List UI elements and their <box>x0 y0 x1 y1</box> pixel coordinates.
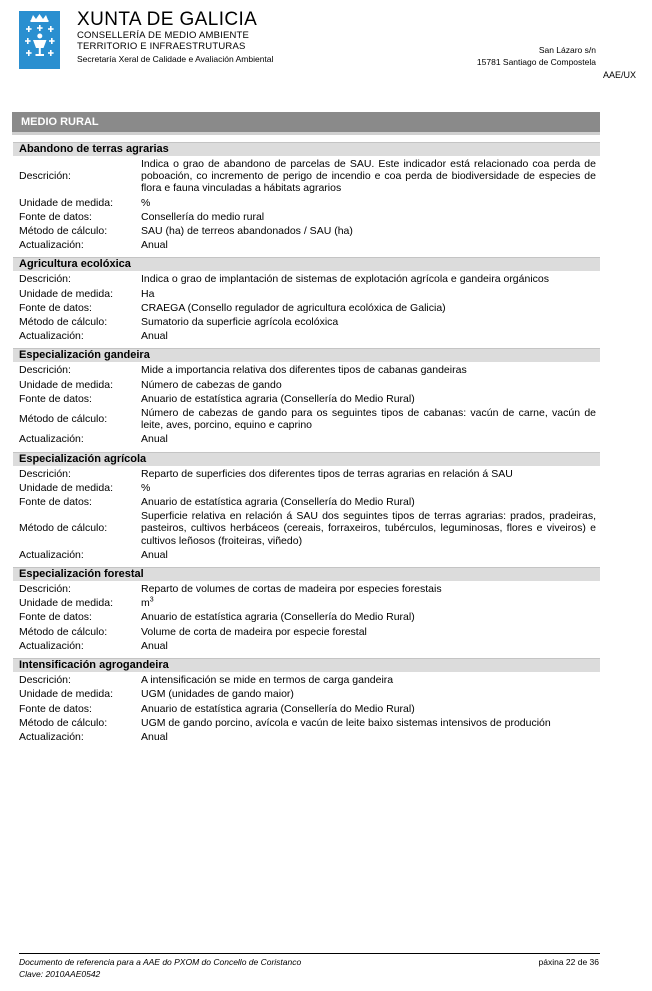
label-unidade: Unidade de medida: <box>19 378 113 391</box>
label-descricion: Descrición: <box>19 467 71 480</box>
xunta-shield-logo <box>19 11 60 69</box>
row-fonte <box>13 494 600 508</box>
label-unidade: Unidade de medida: <box>19 688 113 701</box>
page-number: páxina 22 de 36 <box>538 957 599 967</box>
row-metodo <box>13 223 600 237</box>
row-fonte <box>13 391 600 405</box>
org-title: XUNTA DE GALICIA <box>77 9 258 30</box>
row-unidade <box>13 480 600 494</box>
label-actualizacion: Actualización: <box>19 433 84 446</box>
value-unidade: Ha <box>141 287 155 300</box>
row-unidade <box>13 595 600 609</box>
row-unidade <box>13 195 600 209</box>
value-actualizacion: Anual <box>141 330 168 343</box>
row-unidade <box>13 286 600 300</box>
address-block <box>477 44 596 68</box>
value-actualizacion: Anual <box>141 548 168 561</box>
value-fonte: Anuario de estatística agraria (Consellería do Medio Rural) <box>141 496 415 509</box>
row-actualizacion <box>13 237 600 251</box>
value-descricion: A intensificación se mide en termos de carga gandeira <box>141 674 394 687</box>
row-metodo <box>13 314 600 328</box>
label-fonte: Fonte de datos: <box>19 611 92 624</box>
label-fonte: Fonte de datos: <box>19 702 92 715</box>
footer-clave: Clave: 2010AAE0542 <box>19 969 101 979</box>
unit-exponent: 3 <box>149 596 154 604</box>
value-actualizacion: Anual <box>141 239 168 252</box>
row-metodo <box>13 508 600 547</box>
value-actualizacion: Anual <box>141 730 168 743</box>
value-metodo: Volume de corta de madeira por especie forestal <box>141 625 367 638</box>
label-unidade: Unidade de medida: <box>19 196 113 209</box>
value-descricion: Reparto de volumes de cortas de madeira por especies forestais <box>141 583 442 596</box>
value-fonte: Anuario de estatística agraria (Consellería do Medio Rural) <box>141 611 415 624</box>
value-descricion: Indica o grao de abandono de parcelas de SAU. Este indicador está relacionado coa perda de poboación, co incremento de perigo de incendio e coa perda de biodiversidade de especies de flora e fauna vinculadas a hábitats agrarios <box>141 158 596 195</box>
value-metodo: SAU (ha) de terreos abandonados / SAU (ha) <box>141 225 353 238</box>
indicator-title: Agricultura ecolóxica <box>13 257 600 271</box>
label-fonte: Fonte de datos: <box>19 210 92 223</box>
row-metodo <box>13 715 600 729</box>
value-metodo: Superficie relativa en relación á SAU dos seguintes tipos de terras agrarias: prados, pradeiras, pasteiros, cultivos herbáceos (cereais, forraxeiros, tubérculos, leguminosas, flores e viveiros) e cultivos leñosos (froiteiras, viñedo) <box>141 510 596 547</box>
value-fonte: CRAEGA (Consello regulador de agricultura ecolóxica de Galicia) <box>141 301 446 314</box>
value-descricion: Indica o grao de implantación de sistemas de explotación agrícola e gandeira orgánicos <box>141 273 550 286</box>
label-descricion: Descrición: <box>19 583 71 596</box>
org-header <box>77 10 273 65</box>
row-unidade <box>13 686 600 700</box>
label-fonte: Fonte de datos: <box>19 392 92 405</box>
value-unidade: % <box>141 481 151 494</box>
value-metodo: Sumatorio da superficie agrícola ecolóxica <box>141 316 339 329</box>
indicator-title: Especialización gandeira <box>13 348 600 362</box>
indicator-title: Especialización agrícola <box>13 452 600 466</box>
value-unidade <box>141 597 600 609</box>
value-descricion: Mide a importancia relativa dos diferentes tipos de cabanas gandeiras <box>141 364 467 377</box>
label-actualizacion: Actualización: <box>19 548 84 561</box>
row-actualizacion <box>13 638 600 652</box>
indicator-section <box>13 257 600 342</box>
label-unidade: Unidade de medida: <box>19 597 113 610</box>
row-metodo <box>13 405 600 431</box>
value-metodo: Número de cabezas de gando para os seguintes tipos de cabanas: vacún de carne, vacún de leite, aves, porcino, equino e caprino <box>141 407 596 432</box>
ref-code: AAE/UX <box>602 70 636 80</box>
indicator-section <box>13 567 600 652</box>
value-fonte: Anuario de estatística agraria (Consellería do Medio Rural) <box>141 702 415 715</box>
label-metodo: Método de cálculo: <box>19 716 108 729</box>
label-metodo: Método de cálculo: <box>19 316 108 329</box>
org-line-consellaria: CONSELLERÍA DE MEDIO AMBIENTE <box>77 30 250 41</box>
label-descricion: Descrición: <box>19 170 71 183</box>
row-unidade <box>13 377 600 391</box>
label-descricion: Descrición: <box>19 674 71 687</box>
label-fonte: Fonte de datos: <box>19 496 92 509</box>
label-unidade: Unidade de medida: <box>19 287 113 300</box>
indicator-title: Abandono de terras agrarias <box>13 142 600 156</box>
indicator-section <box>13 142 600 251</box>
row-metodo <box>13 624 600 638</box>
row-descricion <box>13 466 600 480</box>
value-unidade: % <box>141 196 151 209</box>
label-metodo: Método de cálculo: <box>19 522 108 535</box>
indicator-title: Intensificación agrogandeira <box>13 658 600 672</box>
indicator-list <box>13 142 600 749</box>
org-line-secretaria: Secretaría Xeral de Calidade e Avaliación Ambiental <box>77 54 274 64</box>
indicator-title: Especialización forestal <box>13 567 600 581</box>
footer-divider <box>19 953 600 954</box>
label-actualizacion: Actualización: <box>19 330 84 343</box>
address-city: 15781 Santiago de Compostela <box>476 57 596 67</box>
label-metodo: Método de cálculo: <box>19 225 108 238</box>
label-descricion: Descrición: <box>19 364 71 377</box>
value-fonte: Anuario de estatística agraria (Consellería do Medio Rural) <box>141 392 415 405</box>
value-unidade: Número de cabezas de gando <box>141 378 282 391</box>
label-descricion: Descrición: <box>19 273 71 286</box>
footer-doc-title: Documento de referencia para a AAE do PXOM do Concello de Coristanco <box>19 957 302 967</box>
row-actualizacion <box>13 431 600 445</box>
label-unidade: Unidade de medida: <box>19 481 113 494</box>
row-fonte <box>13 209 600 223</box>
value-descricion: Reparto de superficies dos diferentes tipos de terras agrarias en relación á SAU <box>141 467 513 480</box>
value-metodo: UGM de gando porcino, avícola e vacún de leite baixo sistemas intensivos de produción <box>141 716 551 729</box>
label-actualizacion: Actualización: <box>19 639 84 652</box>
row-actualizacion <box>13 729 600 743</box>
unit-base: m <box>141 597 150 610</box>
row-fonte <box>13 300 600 314</box>
row-descricion <box>13 672 600 686</box>
band-shadow <box>12 132 600 135</box>
value-actualizacion: Anual <box>141 639 168 652</box>
indicator-section <box>13 348 600 445</box>
row-descricion <box>13 581 600 595</box>
address-street: San Lázaro s/n <box>538 45 596 55</box>
label-fonte: Fonte de datos: <box>19 301 92 314</box>
label-actualizacion: Actualización: <box>19 239 84 252</box>
row-actualizacion <box>13 328 600 342</box>
row-descricion <box>13 271 600 285</box>
row-fonte <box>13 609 600 623</box>
row-descricion <box>13 156 600 195</box>
label-metodo: Método de cálculo: <box>19 625 108 638</box>
section-band-title: MEDIO RURAL <box>12 112 600 132</box>
label-actualizacion: Actualización: <box>19 730 84 743</box>
org-line-territorio: TERRITORIO E INFRAESTRUTURAS <box>77 41 246 52</box>
label-metodo: Método de cálculo: <box>19 413 108 426</box>
value-unidade: UGM (unidades de gando maior) <box>141 688 294 701</box>
row-actualizacion <box>13 547 600 561</box>
indicator-section <box>13 658 600 743</box>
value-actualizacion: Anual <box>141 433 168 446</box>
row-fonte <box>13 701 600 715</box>
footer-doc-info <box>19 956 301 980</box>
value-fonte: Consellería do medio rural <box>141 210 265 223</box>
row-descricion <box>13 362 600 376</box>
indicator-section <box>13 452 600 561</box>
